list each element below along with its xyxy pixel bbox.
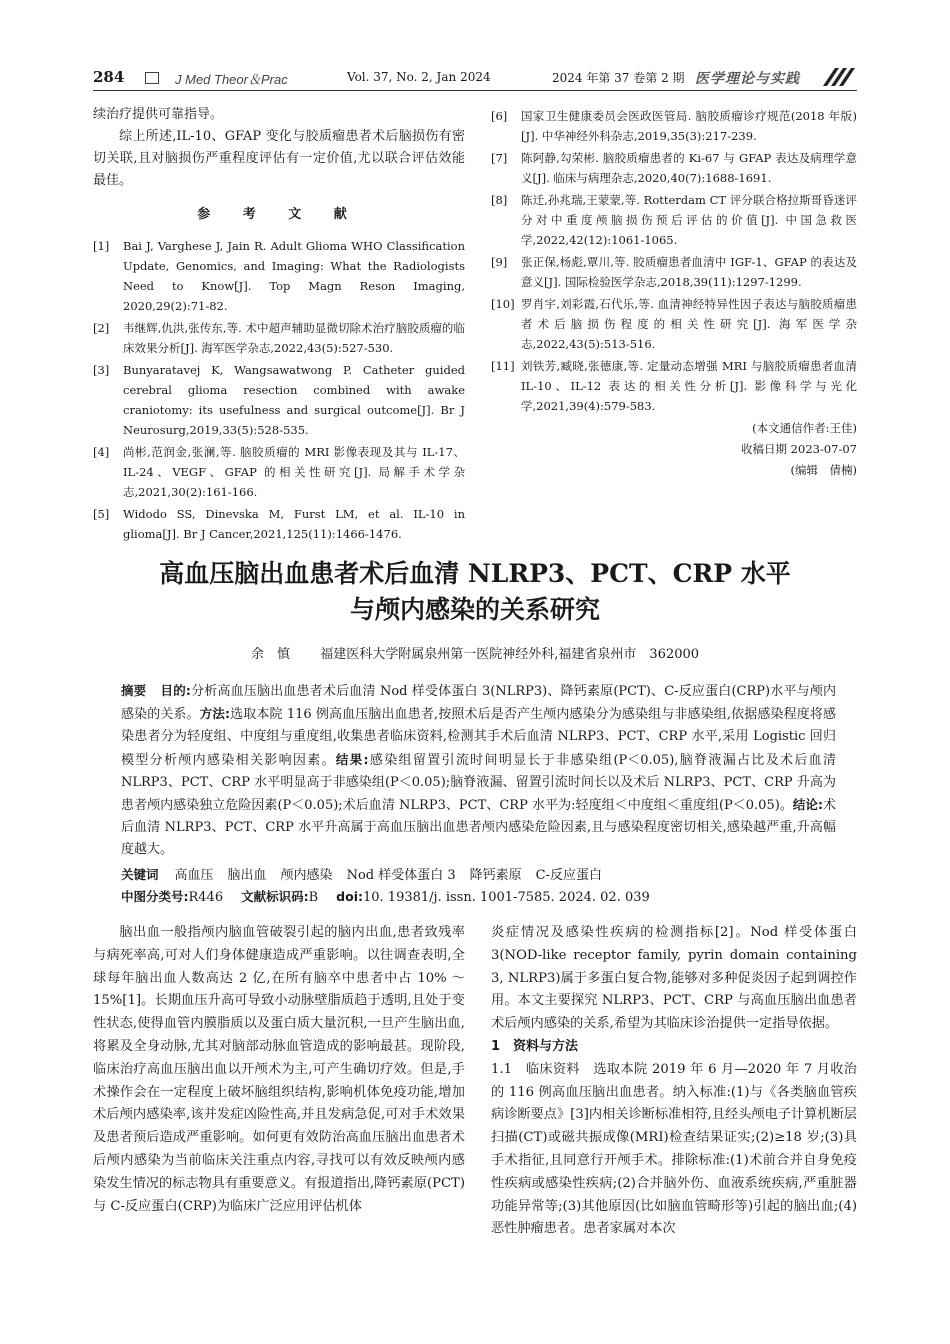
references-heading: 参 考 文 献	[197, 207, 361, 222]
clc-label: 中图分类号:	[121, 889, 189, 904]
received-date: 收稿日期 2023-07-07	[741, 442, 857, 456]
keywords-label: 关键词	[121, 867, 159, 882]
keyword: 高血压	[174, 868, 214, 883]
reference-text: 陈迁,孙兆瑞,王蒙蒙,等. Rotterdam CT 评分联合格拉斯哥昏迷评分对中重度颅脑损伤预后评估的价值[J]. 中国急救医学,2022,42(12):1061-1065.	[521, 193, 857, 247]
prev-article-right-column	[491, 106, 857, 481]
doc-code-label: 文献标识码:	[241, 889, 309, 904]
keyword: Nod 样受体蛋白 3	[346, 868, 456, 883]
corresponding-author: (本文通信作者:王佳)	[752, 421, 857, 435]
body-right-column	[491, 922, 857, 1241]
page-number: 284	[93, 68, 125, 86]
clc-value: R446	[188, 890, 224, 905]
reference-item	[491, 356, 857, 416]
reference-item	[491, 294, 857, 354]
keyword: 颅内感染	[280, 868, 333, 883]
header-box-icon	[145, 72, 159, 84]
doc-code-value: B	[308, 890, 319, 905]
conclusion-text: 术后血清 NLRP3、PCT、CRP 水平升高属于高血压脑出血患者颅内感染危险因素,且与感染程度密切相关,感染越严重,升高幅度越大。	[121, 798, 836, 858]
author-name: 余 慎	[250, 647, 290, 662]
journal-name-cn: 医学理论与实践	[695, 70, 800, 86]
reference-text: 韦继辉,仇洪,张传东,等. 术中超声辅助显微切除术治疗脑胶质瘤的临床效果分析[J]. 海军医学杂志,2022,43(5):527-530.	[123, 321, 465, 355]
methods-label: 方法:	[199, 706, 230, 722]
reference-item	[93, 360, 465, 440]
clinical-data-paragraph: 1.1 临床资料 选取本院 2019 年 6 月—2020 年 7 月收治的 116 例高血压脑出血患者。纳入标准:(1)与《各类脑血管疾病诊断要点》[3]内相关诊断标准相符,且经头颅电子计算机断层扫描(CT)或磁共振成像(MRI)检查结果证实;(2)≥18 岁;(3)具手术指征,且同意行开颅手术。排除标准:(1)术前合并自身免疫性疾病或感染性疾病;(2)合并脑外伤、血液系统疾病,严重脏器功能异常等;(3)其他原因(比如脑血管畸形等)引起的脑出血;(4)恶性肿瘤患者。患者家属对本次	[491, 1061, 857, 1237]
intro-paragraph: 脑出血一般指颅内脑血管破裂引起的脑内出血,患者致残率与病死率高,可对人们身体健康造成严重影响。以往调查表明,全球每年脑出血人数高达 2 亿,在所有脑卒中患者中占 10% ～15%[1]。长期血压升高可导致小动脉壁脂质趋于透明,且处于变性状态,使得血管内膜脂质以及蛋白质大量沉积,一旦产生脑出血,将累及全身动脉,尤其对脑部动脉血管造成的影响最甚。现阶段,临床治疗高血压脑出血以开颅术为主,可产生确切疗效。但是,手术操作会在一定程度上破坏脑组织结构,影响机体免疫功能,增加术后颅内感染率,该并发症凶险性高,并且发病急促,可对手术效果及患者预后造成严重影响。如何更有效防治高血压脑出血患者术后颅内感染为当前临床关注重点内容,寻找可以有效反映颅内感染发生情况的标志物具有重要意义。有报道指出,降钙素原(PCT)与 C-反应蛋白(CRP)为临床广泛应用评估机体	[93, 925, 465, 1214]
reference-text: 国家卫生健康委员会医政医管局. 脑胶质瘤诊疗规范(2018 年版)[J]. 中华神经外科杂志,2019,35(3):217-239.	[521, 109, 857, 143]
reference-item	[93, 504, 465, 544]
reference-number: [1]	[93, 239, 110, 253]
reference-item	[93, 236, 465, 316]
reference-number: [7]	[491, 151, 508, 165]
keyword: 降钙素原	[469, 868, 522, 883]
classification-line	[121, 886, 836, 909]
reference-list-left	[93, 236, 465, 544]
objective-text: 分析高血压脑出血患者术后血清 Nod 样受体蛋白 3(NLRP3)、降钙素原(PCT)、C-反应蛋白(CRP)水平与颅内感染的关系。	[121, 684, 836, 723]
prev-article-summary: 综上所述,IL-10、GFAP 变化与胶质瘤患者术后脑损伤有密切关联,且对脑损伤严重程度评估有一定价值,尤以联合评估效能最佳。	[93, 129, 465, 188]
results-text: 感染组留置引流时间明显长于非感染组(P＜0.05),脑脊液漏占比及术后血清 NLRP3、PCT、CRP 水平明显高于非感染组(P＜0.05);脑脊液漏、留置引流时间长以及术后 NLRP3、PCT、CRP 升高为患者颅内感染独立危险因素(P＜0.05);术后血清 NLRP3、PCT、CRP 水平为:轻度组＜中度组＜重度组(P＜0.05)。	[121, 752, 836, 814]
reference-number: [8]	[491, 193, 508, 207]
conclusion-label: 结论:	[792, 797, 823, 813]
running-header	[93, 66, 857, 90]
body-left-column	[93, 922, 465, 1218]
article-title-line-1: 高血压脑出血患者术后血清 NLRP3、PCT、CRP 水平	[159, 559, 791, 588]
abstract-label: 摘要	[121, 683, 147, 698]
author-line	[0, 643, 950, 662]
reference-number: [10]	[491, 297, 515, 311]
doi-value: 10. 19381/j. issn. 1001-7585. 2024. 02. 039	[363, 890, 650, 905]
reference-text: 刘铁芳,臧晓,张德康,等. 定量动态增强 MRI 与脑胶质瘤患者血清 IL-10、IL-12 表达的相关性分析[J]. 影像科学与光化学,2021,39(4):579-583.	[521, 359, 857, 413]
reference-item	[491, 148, 857, 188]
keyword: C-反应蛋白	[535, 868, 602, 883]
reference-text: 张正保,杨彪,覃川,等. 胶质瘤患者血清中 IGF-1、GFAP 的表达及意义[J]. 国际检验医学杂志,2018,39(11):1297-1299.	[521, 255, 857, 289]
reference-number: [11]	[491, 359, 515, 373]
reference-text: 陈阿静,勾荣彬. 脑胶质瘤患者的 Ki-67 与 GFAP 表达及病理学意义[J]. 临床与病理杂志,2020,40(7):1688-1691.	[521, 151, 857, 185]
journal-name-en: J Med Theor＆Prac	[175, 72, 288, 87]
abstract	[121, 680, 836, 862]
reference-text: 尚彬,范润金,张澜,等. 脑胶质瘤的 MRI 影像表现及其与 IL-17、IL-24、VEGF、GFAP 的相关性研究[J]. 局解手术学杂志,2021,30(2):161-166.	[123, 445, 465, 499]
reference-text: Widodo SS, Dinevska M, Furst LM, et al. IL-10 in glioma[J]. Br J Cancer,2021,125(11):1466-1476.	[123, 507, 465, 541]
keyword: 脑出血	[227, 868, 267, 883]
reference-number: [2]	[93, 321, 110, 335]
reference-number: [3]	[93, 363, 110, 377]
reference-item	[491, 190, 857, 250]
reference-number: [4]	[93, 445, 110, 459]
reference-text: 罗肖宇,刘彩霞,石代乐,等. 血清神经特异性因子表达与脑胶质瘤患者术后脑损伤程度的相关性研究[J]. 海军医学杂志,2022,43(5):513-516.	[521, 297, 857, 351]
reference-item	[491, 106, 857, 146]
results-label: 结果:	[335, 751, 369, 767]
author-affiliation: 福建医科大学附属泉州第一医院神经外科,福建省泉州市 362000	[320, 647, 700, 662]
article-title-line-2: 与颅内感染的关系研究	[349, 595, 600, 624]
header-rule	[93, 90, 857, 91]
section-heading: 1 资料与方法	[491, 1038, 579, 1054]
keywords-line	[121, 864, 836, 887]
reference-list-right	[491, 106, 857, 416]
keyword-list	[175, 868, 616, 883]
objective-label: 目的:	[160, 683, 191, 698]
intro-continued: 炎症情况及感染性疾病的检测指标[2]。Nod 样受体蛋白 3(NOD-like receptor family, pyrin domain containing 3, NLRP3)属于多蛋白复合物,能够对多种促炎因子起到调控作用。本文主要探究 NLRP3、PCT、CRP 与高血压脑出血患者术后颅内感染的关系,希望为其临床诊治提供一定指导依据。	[491, 925, 857, 1032]
reference-item	[93, 442, 465, 502]
reference-number: [5]	[93, 507, 110, 521]
reference-text: Bai J, Varghese J, Jain R. Adult Glioma WHO Classification Update, Genomics, and Imaging: What the Radiologists Need to Know[J]. Top Magn Reson Imaging, 2020,29(2):71-82.	[123, 239, 465, 313]
reference-number: [9]	[491, 255, 508, 269]
reference-item	[491, 252, 857, 292]
editor-note: (编辑 倩楠)	[790, 463, 857, 477]
prev-article-left-column	[93, 104, 465, 546]
journal-logo-icon	[821, 66, 857, 88]
prev-article-para: 续治疗提供可靠指导。	[93, 107, 224, 122]
volume-info: Vol. 37, No. 2, Jan 2024	[347, 70, 491, 84]
methods-text: 选取本院 116 例高血压脑出血患者,按照术后是否产生颅内感染分为感染组与非感染组,依据感染程度将感染患者分为轻度组、中度组与重度组,收集患者临床资料,检测其手术后血清 NLRP3、PCT、CRP 水平,采用 Logistic 回归模型分析颅内感染相关影响因素。	[121, 707, 837, 768]
reference-number: [6]	[491, 109, 508, 123]
doi-label: doi:	[336, 889, 363, 904]
volume-info-cn: 2024 年第 37 卷第 2 期	[552, 71, 685, 85]
reference-item	[93, 318, 465, 358]
reference-text: Bunyaratavej K, Wangsawatwong P. Catheter guided cerebral glioma resection combined with awake craniotomy: its usefulness and surgical outcome[J]. Br J Neurosurg,2019,33(5):528-535.	[123, 363, 465, 437]
